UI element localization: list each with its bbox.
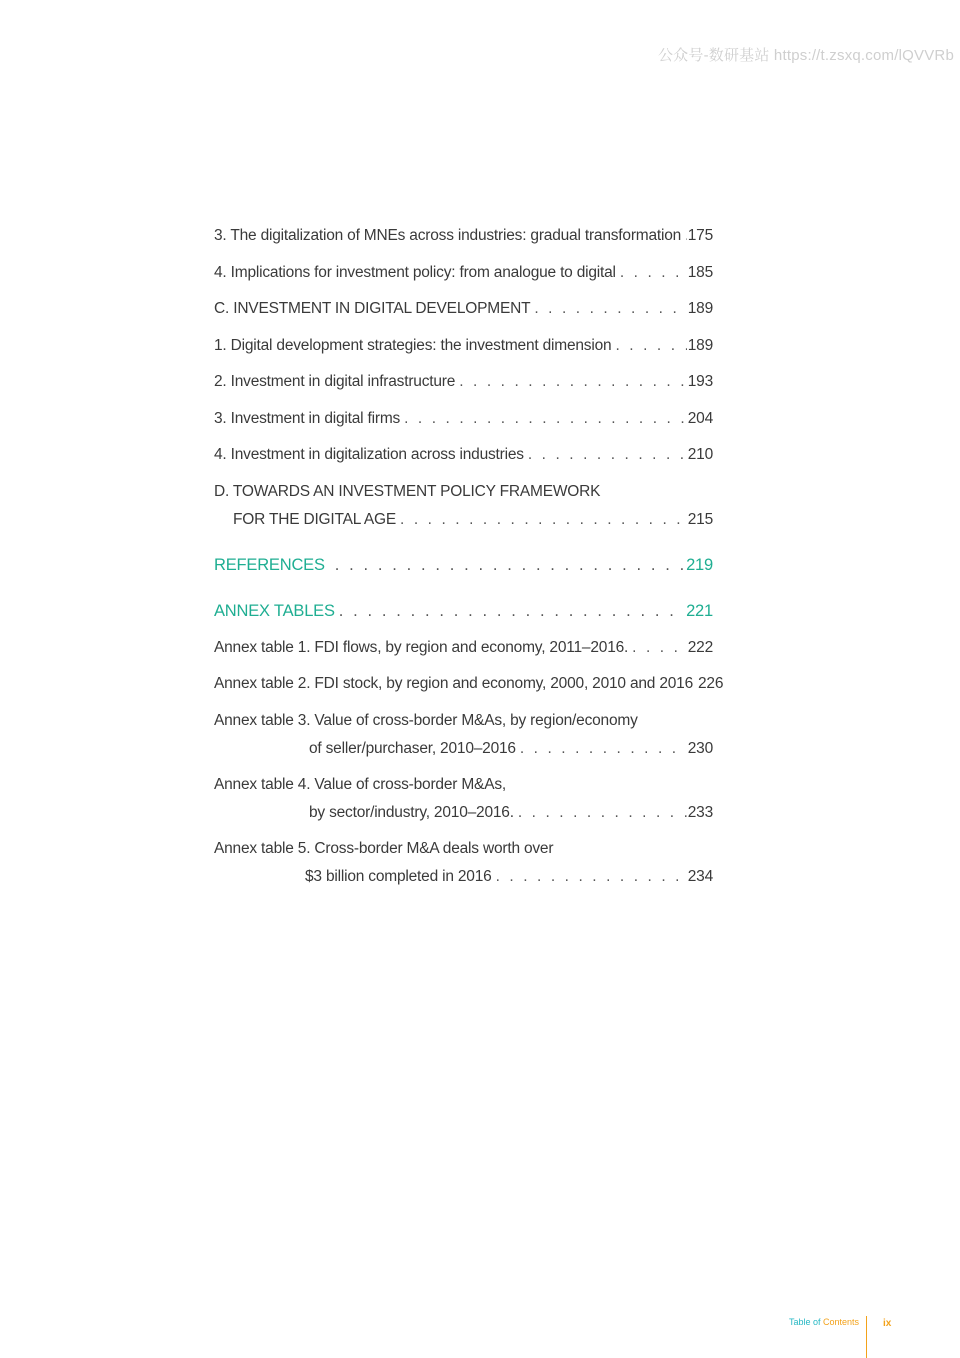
leader-dots <box>520 739 687 759</box>
toc-entry-title-cont: $3 billion completed in 2016 <box>305 868 492 885</box>
toc-entry-title: D. TOWARDS AN INVESTMENT POLICY FRAMEWORK <box>214 483 601 500</box>
leader-dots <box>518 803 687 823</box>
toc-page-number: 221 <box>686 602 713 620</box>
leader-dots <box>534 299 686 319</box>
toc-entry-title: C. INVESTMENT IN DIGITAL DEVELOPMENT <box>214 300 531 317</box>
toc-entry[interactable] <box>214 372 713 392</box>
toc-entry[interactable] <box>214 445 713 465</box>
leader-dots <box>335 555 685 575</box>
footer-label-part: Contents <box>823 1317 860 1327</box>
toc-page-number: 185 <box>687 264 713 281</box>
toc-annex-entry[interactable] <box>214 839 713 887</box>
toc-page-number: 226 <box>698 675 724 692</box>
toc-entry-title: REFERENCES <box>214 556 325 574</box>
toc-entry[interactable] <box>214 336 713 356</box>
leader-dots <box>685 226 687 246</box>
toc-page-number: 189 <box>687 300 713 317</box>
toc-annex-entry[interactable] <box>214 674 724 694</box>
toc-references[interactable] <box>214 555 713 575</box>
toc-page-number: 189 <box>687 337 713 354</box>
toc-entry-title: Annex table 1. FDI flows, by region and economy, 2011–2016. <box>214 639 629 656</box>
toc-annex-entry[interactable] <box>214 638 713 658</box>
toc-page-number: 234 <box>687 868 713 885</box>
toc-page-number: 175 <box>687 227 713 244</box>
toc-page-number: 222 <box>687 639 713 656</box>
footer-divider <box>866 1316 867 1358</box>
toc-entry[interactable] <box>214 409 713 429</box>
toc-entry-title: 3. Investment in digital firms <box>214 410 401 427</box>
toc-entry[interactable] <box>214 226 713 246</box>
toc-entry-title-cont: of seller/purchaser, 2010–2016 <box>309 740 516 757</box>
toc-entry-title: 2. Investment in digital infrastructure <box>214 373 456 390</box>
toc-page-number: 219 <box>686 556 713 574</box>
footer-section-label <box>789 1317 859 1327</box>
toc-annex-tables[interactable] <box>214 601 713 621</box>
toc-entry-title-cont: by sector/industry, 2010–2016. <box>309 804 514 821</box>
toc-entry-title: 3. The digitalization of MNEs across industries: gradual transformation <box>214 227 682 244</box>
leader-dots <box>528 445 687 465</box>
toc-entry-title: 4. Implications for investment policy: from analogue to digital <box>214 264 616 281</box>
toc-entry-title: Annex table 3. Value of cross-border M&As, by region/economy <box>214 712 638 729</box>
leader-dots <box>615 336 686 356</box>
toc-section-c[interactable] <box>214 299 713 319</box>
toc-page-number: 230 <box>687 740 713 757</box>
leader-dots <box>632 638 687 658</box>
leader-dots <box>620 263 687 283</box>
toc-entry-title: 4. Investment in digitalization across industries <box>214 446 524 463</box>
toc-entry-title: ANNEX TABLES <box>214 602 335 620</box>
toc-entry-title-cont: FOR THE DIGITAL AGE <box>233 511 396 528</box>
toc-entry[interactable] <box>214 263 713 283</box>
toc-page-number: 215 <box>687 511 713 528</box>
toc-annex-entry[interactable] <box>214 775 713 823</box>
leader-dots <box>496 867 687 887</box>
toc-entry-title: Annex table 2. FDI stock, by region and economy, 2000, 2010 and 2016 <box>214 675 693 692</box>
leader-dots <box>459 372 687 392</box>
toc-page-number: 193 <box>687 373 713 390</box>
toc-annex-entry[interactable] <box>214 711 713 759</box>
page-number: ix <box>883 1318 892 1329</box>
watermark-text: 公众号-数研基站 https://t.zsxq.com/lQVVRb <box>657 47 954 64</box>
toc-section-d[interactable] <box>214 482 713 530</box>
toc-page-number: 210 <box>687 446 713 463</box>
leader-dots <box>404 409 687 429</box>
toc-page-number: 233 <box>687 804 713 821</box>
toc-page-number: 204 <box>687 410 713 427</box>
toc-entry-title: Annex table 5. Cross-border M&A deals worth over <box>214 840 554 857</box>
leader-dots <box>339 601 685 621</box>
toc-entry-title: Annex table 4. Value of cross-border M&As, <box>214 776 506 793</box>
footer-label-part: Table of <box>789 1317 824 1327</box>
toc-entry-title: 1. Digital development strategies: the investment dimension <box>214 337 612 354</box>
leader-dots <box>400 510 687 530</box>
